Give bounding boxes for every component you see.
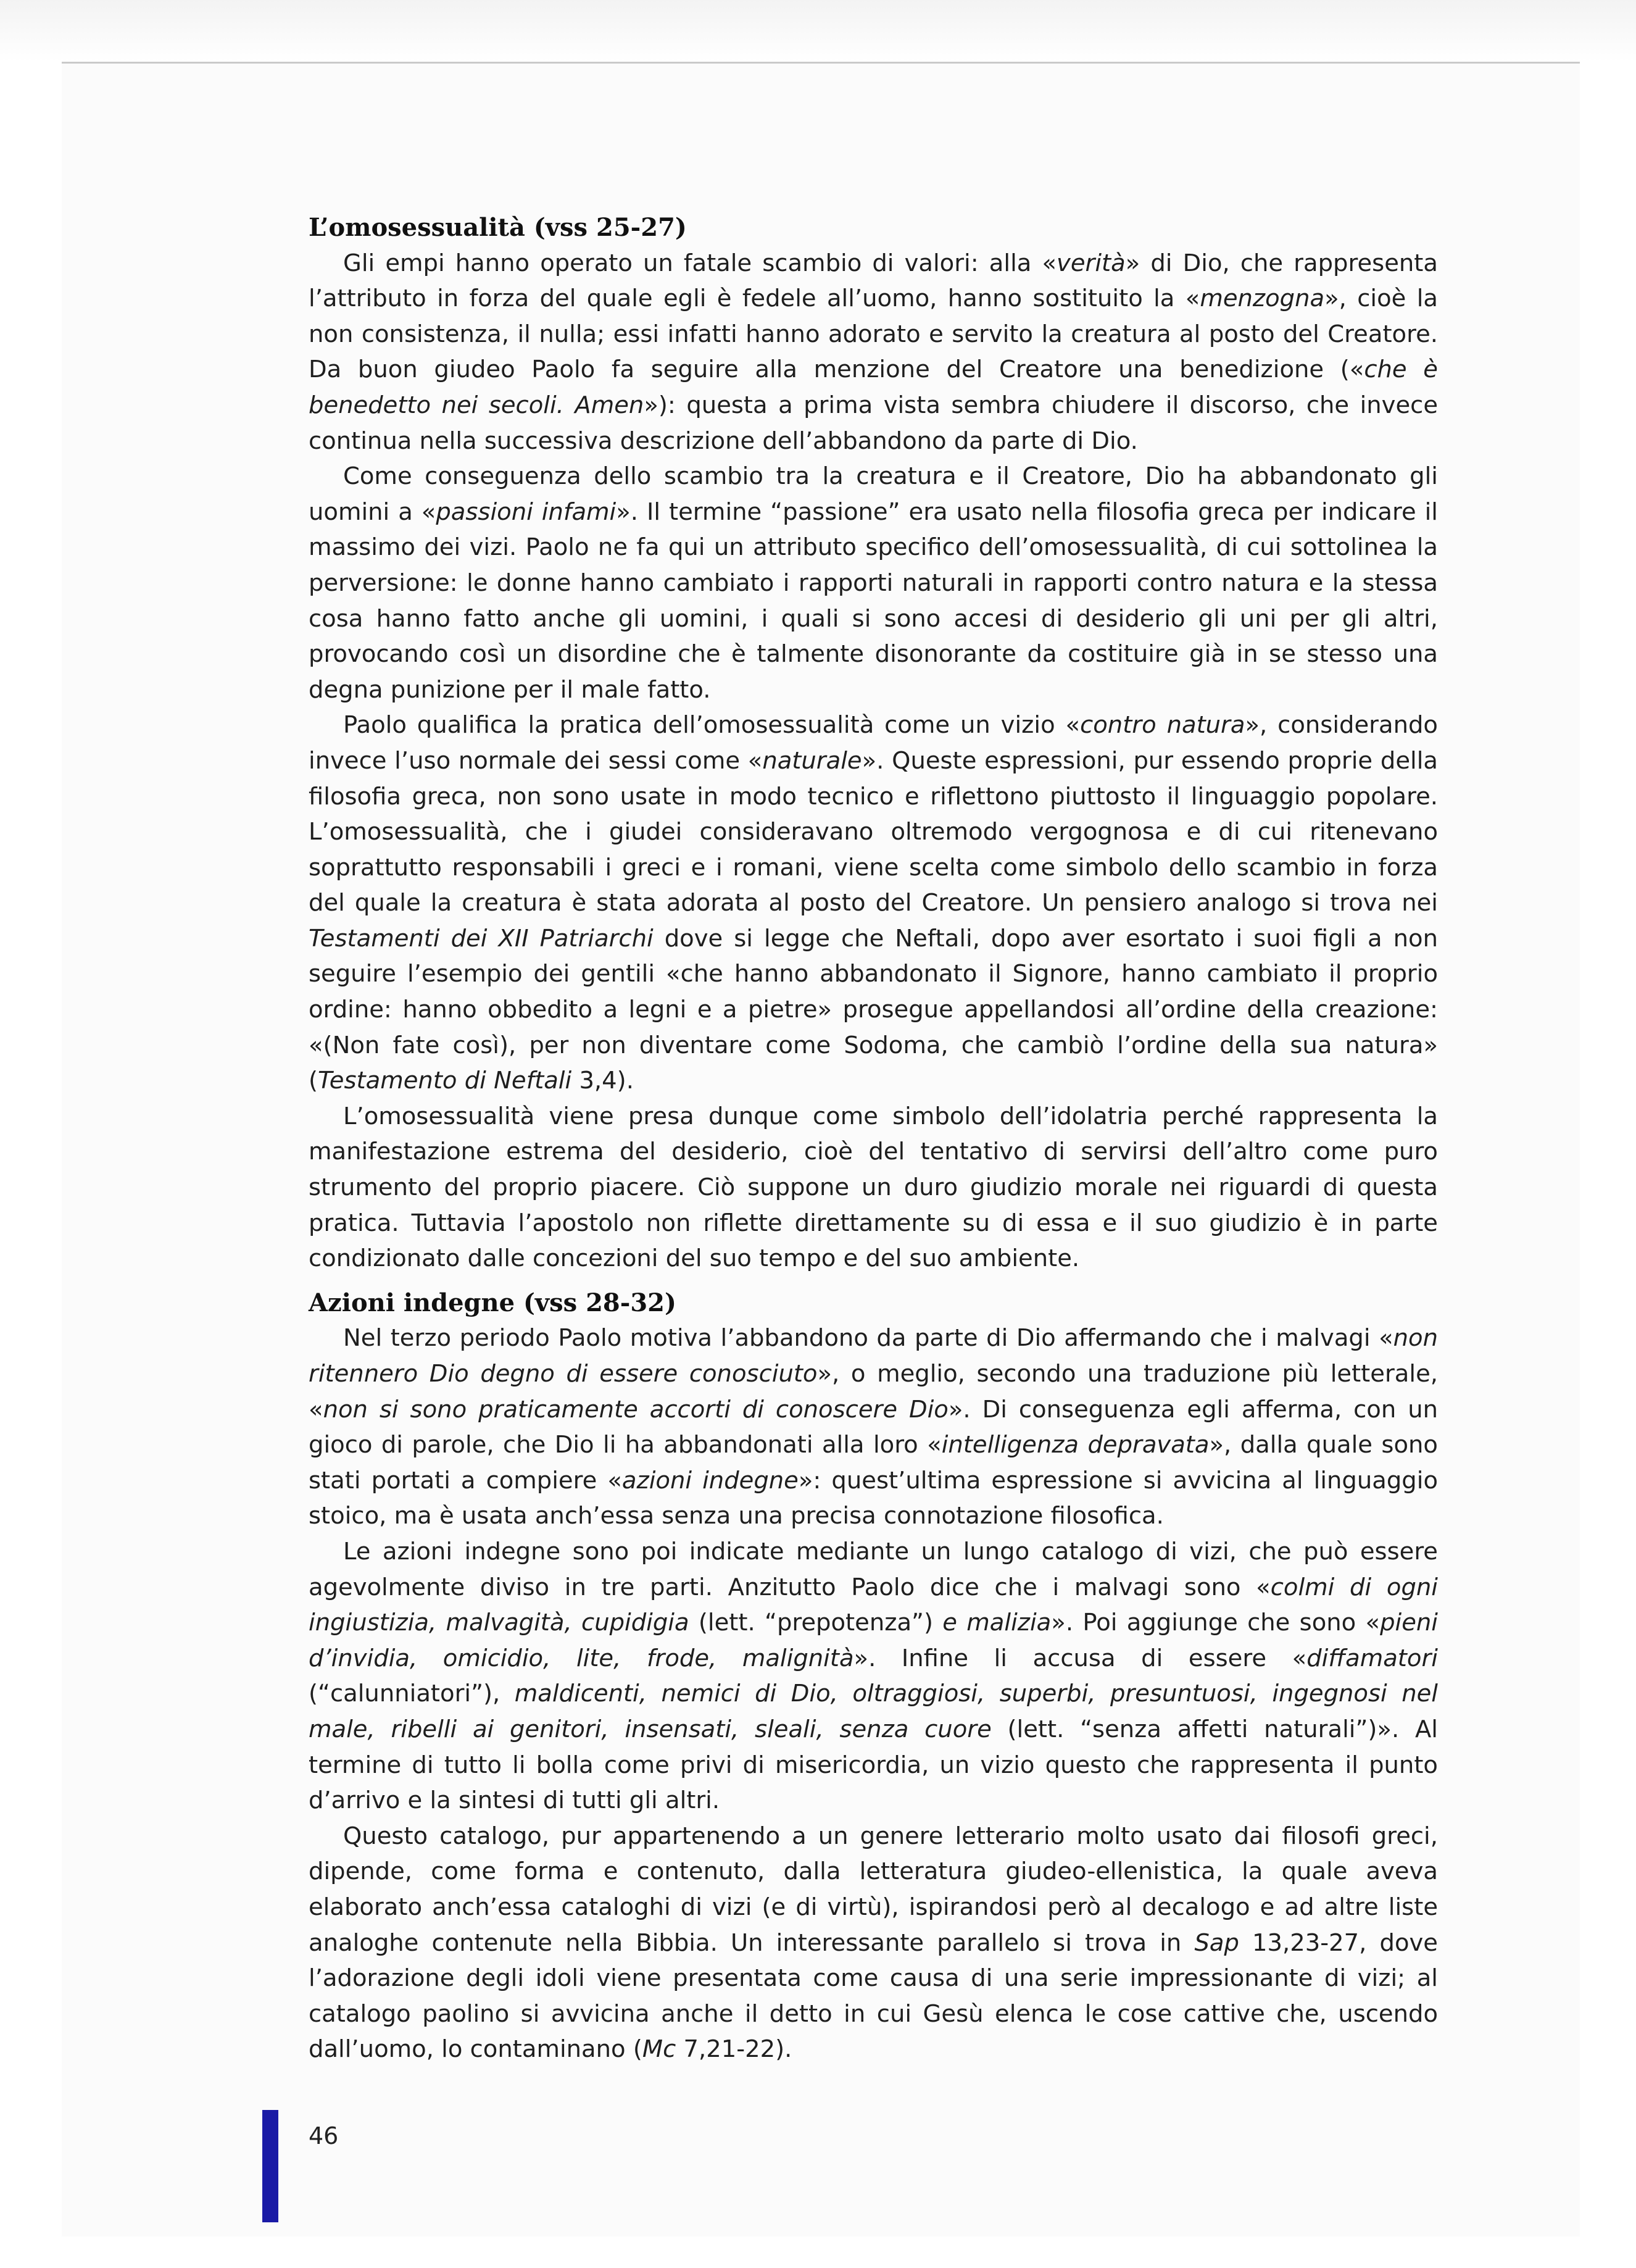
text-run: », cioè la non consistenza, il nulla; essi infatti hanno adorato e servito la creatura al posto del Creatore. Da buon giudeo Paolo fa seguire alla menzione del Creatore una benedizione (« (309, 285, 1438, 384)
text-run: (lett. “senza affetti naturali”)». Al termine di tutto li bolla come privi di misericordia, un vizio questo che rappresenta il punto d’arrivo e la sintesi di tutti gli altri. (309, 1715, 1438, 1815)
text-run: 3,4). (571, 1067, 634, 1095)
italic-run: intelligenza depravata (941, 1431, 1210, 1459)
paragraph (309, 707, 1438, 1099)
scan-background (0, 0, 1636, 62)
text-run: ». Poi aggiunge che sono « (1051, 1609, 1381, 1637)
italic-run: Mc (642, 2035, 676, 2064)
italic-run: Testamenti dei XII Patriarchi (309, 924, 654, 953)
text-run: dove si legge che Neftali, dopo aver esortato i suoi figli a non seguire l’esempio dei gentili «che hanno abbandonato il Signore, hanno cambiato il proprio ordine: hanno obbedito a legni e a pietre» prosegue appellandosi all’ordine della creazione: «(Non fate così), per non diventare come Sodoma, che cambiò l’ordine della sua natura» ( (309, 924, 1439, 1095)
paragraph (309, 1534, 1438, 1819)
section-heading-omosessualita: L’omosessualità (vss 25-27) (309, 213, 687, 242)
paragraph (309, 1099, 1438, 1277)
section-heading-azioni-indegne: Azioni indegne (vss 28-32) (309, 1288, 676, 1317)
paragraph (309, 1320, 1438, 1534)
margin-color-bar (262, 2110, 278, 2222)
text-run: »: quest’ultima espressione si avvicina al linguaggio stoico, ma è usata anch’essa senza una precisa connotazione filosofica. (309, 1466, 1438, 1530)
italic-run: contro natura (1080, 711, 1245, 740)
italic-run: azioni indegne (621, 1466, 799, 1495)
text-run: Come conseguenza dello scambio tra la creatura e il Creatore, Dio ha abbandonato gli uomini a « (309, 462, 1438, 526)
text-run: L’omosessualità viene presa dunque come simbolo dell’idolatria perché rappresenta la manifestazione estrema del desiderio, cioè del tentativo di servirsi dell’altro come puro strumento del proprio piacere. Ciò suppone un duro giudizio morale nei riguardi di questa pratica. Tuttavia l’apostolo non riflette direttamente su di essa e il suo giudizio è in parte condizionato dalle concezioni del suo tempo e del suo ambiente. (309, 1102, 1438, 1273)
italic-run: Sap (1194, 1928, 1239, 1957)
italic-run: non si sono praticamente accorti di conoscere Dio (323, 1395, 949, 1424)
italic-run: pieni d’invidia, omicidio, lite, frode, malignità (309, 1609, 1438, 1672)
page-number: 46 (309, 2122, 339, 2149)
paragraph (309, 459, 1438, 707)
italic-run: diffamatori (1306, 1644, 1438, 1672)
italic-run: non ritennero Dio degno di essere conosciuto (309, 1324, 1438, 1388)
main-text (309, 210, 1438, 2067)
text-run: (lett. “prepotenza”) (689, 1609, 943, 1637)
italic-run: che è benedetto nei secoli. Amen (309, 356, 1438, 419)
italic-run: passioni infami (436, 498, 617, 526)
text-run: Questo catalogo, pur appartenendo a un genere letterario molto usato dai filosofi greci, dipende, come forma e contenuto, dalla letteratura giudeo-ellenistica, la quale aveva elaborato anch’essa cataloghi di vizi (e di virtù), ispirandosi però al decalogo e ad altre liste analoghe contenute nella Bibbia. Un interessante parallelo si trova in (309, 1822, 1438, 1957)
text-run: ». Di conseguenza egli afferma, con un gioco di parole, che Dio li ha abbandonati alla loro « (309, 1395, 1438, 1459)
text-run: », dalla quale sono stati portati a compiere « (309, 1431, 1438, 1495)
text-run: ». Infine li accusa di essere « (853, 1644, 1307, 1672)
italic-run: e malizia (942, 1609, 1052, 1637)
text-run: ». Queste espressioni, pur essendo proprie della filosofia greca, non sono usate in modo tecnico e riflettono piuttosto il linguaggio popolare. L’omosessualità, che i giudei consideravano oltremodo vergognosa e di cui ritenevano soprattutto responsabili i greci e i romani, viene scelta come simbolo dello scambio in forza del quale la creatura è stata adorata al posto del Creatore. Un pensiero analogo si trova nei (309, 746, 1438, 917)
italic-run: menzogna (1200, 285, 1325, 313)
text-run: ». Il termine “passione” era usato nella filosofia greca per indicare il massimo dei vizi. Paolo ne fa qui un attributo specifico dell’omosessualità, di cui sottolinea la perversione: le donne hanno cambiato i rapporti naturali in rapporti contro natura e la stessa cosa hanno fatto anche gli uomini, i quali si sono accesi di desiderio gli uni per gli altri, provocando così un disordine che è talmente disonorante da costituire già in se stesso una degna punizione per il male fatto. (309, 498, 1438, 704)
paragraph (309, 1819, 1438, 2067)
italic-run: colmi di ogni ingiustizia, malvagità, cupidigia (309, 1573, 1438, 1637)
text-run: »): questa a prima vista sembra chiudere il discorso, che invece continua nella successiva descrizione dell’abbandono da parte di Dio. (309, 391, 1439, 455)
text-run: », o meglio, secondo una traduzione più letterale, « (309, 1360, 1439, 1424)
italic-run: Testamento di Neftali (318, 1067, 572, 1095)
text-run: 7,21-22). (676, 2035, 792, 2064)
italic-run: verità (1057, 249, 1126, 277)
text-run: », considerando invece l’uso normale dei sessi come « (309, 711, 1438, 775)
text-run: » di Dio, che rappresenta l’attributo in forza del quale egli è fedele all’uomo, hanno sostituito la « (309, 249, 1438, 313)
text-run: Paolo qualifica la pratica dell’omosessualità come un vizio « (343, 711, 1081, 740)
italic-run: naturale (762, 746, 862, 775)
text-run: Nel terzo periodo Paolo motiva l’abbandono da parte di Dio affermando che i malvagi « (343, 1324, 1393, 1353)
paragraph (309, 246, 1438, 459)
section1-body (309, 246, 1438, 1277)
text-run: 13,23-27, dove l’adorazione degli idoli viene presentata come causa di una serie impressionante di vizi; al catalogo paolino si avvicina anche il detto in cui Gesù elenca le cose cattive che, uscendo dall’uomo, lo contaminano ( (309, 1928, 1438, 2064)
text-run: (“calunniatori”), (309, 1680, 515, 1708)
section2-body (309, 1320, 1438, 2067)
text-run: Le azioni indegne sono poi indicate mediante un lungo catalogo di vizi, che può essere agevolmente diviso in tre parti. Anzitutto Paolo dice che i malvagi sono « (309, 1537, 1438, 1601)
italic-run: maldicenti, nemici di Dio, oltraggiosi, superbi, presuntuosi, ingegnosi nel male, ribelli ai genitori, insensati, sleali, senza cuore (309, 1680, 1438, 1743)
text-run: Gli empi hanno operato un fatale scambio di valori: alla « (343, 249, 1057, 277)
